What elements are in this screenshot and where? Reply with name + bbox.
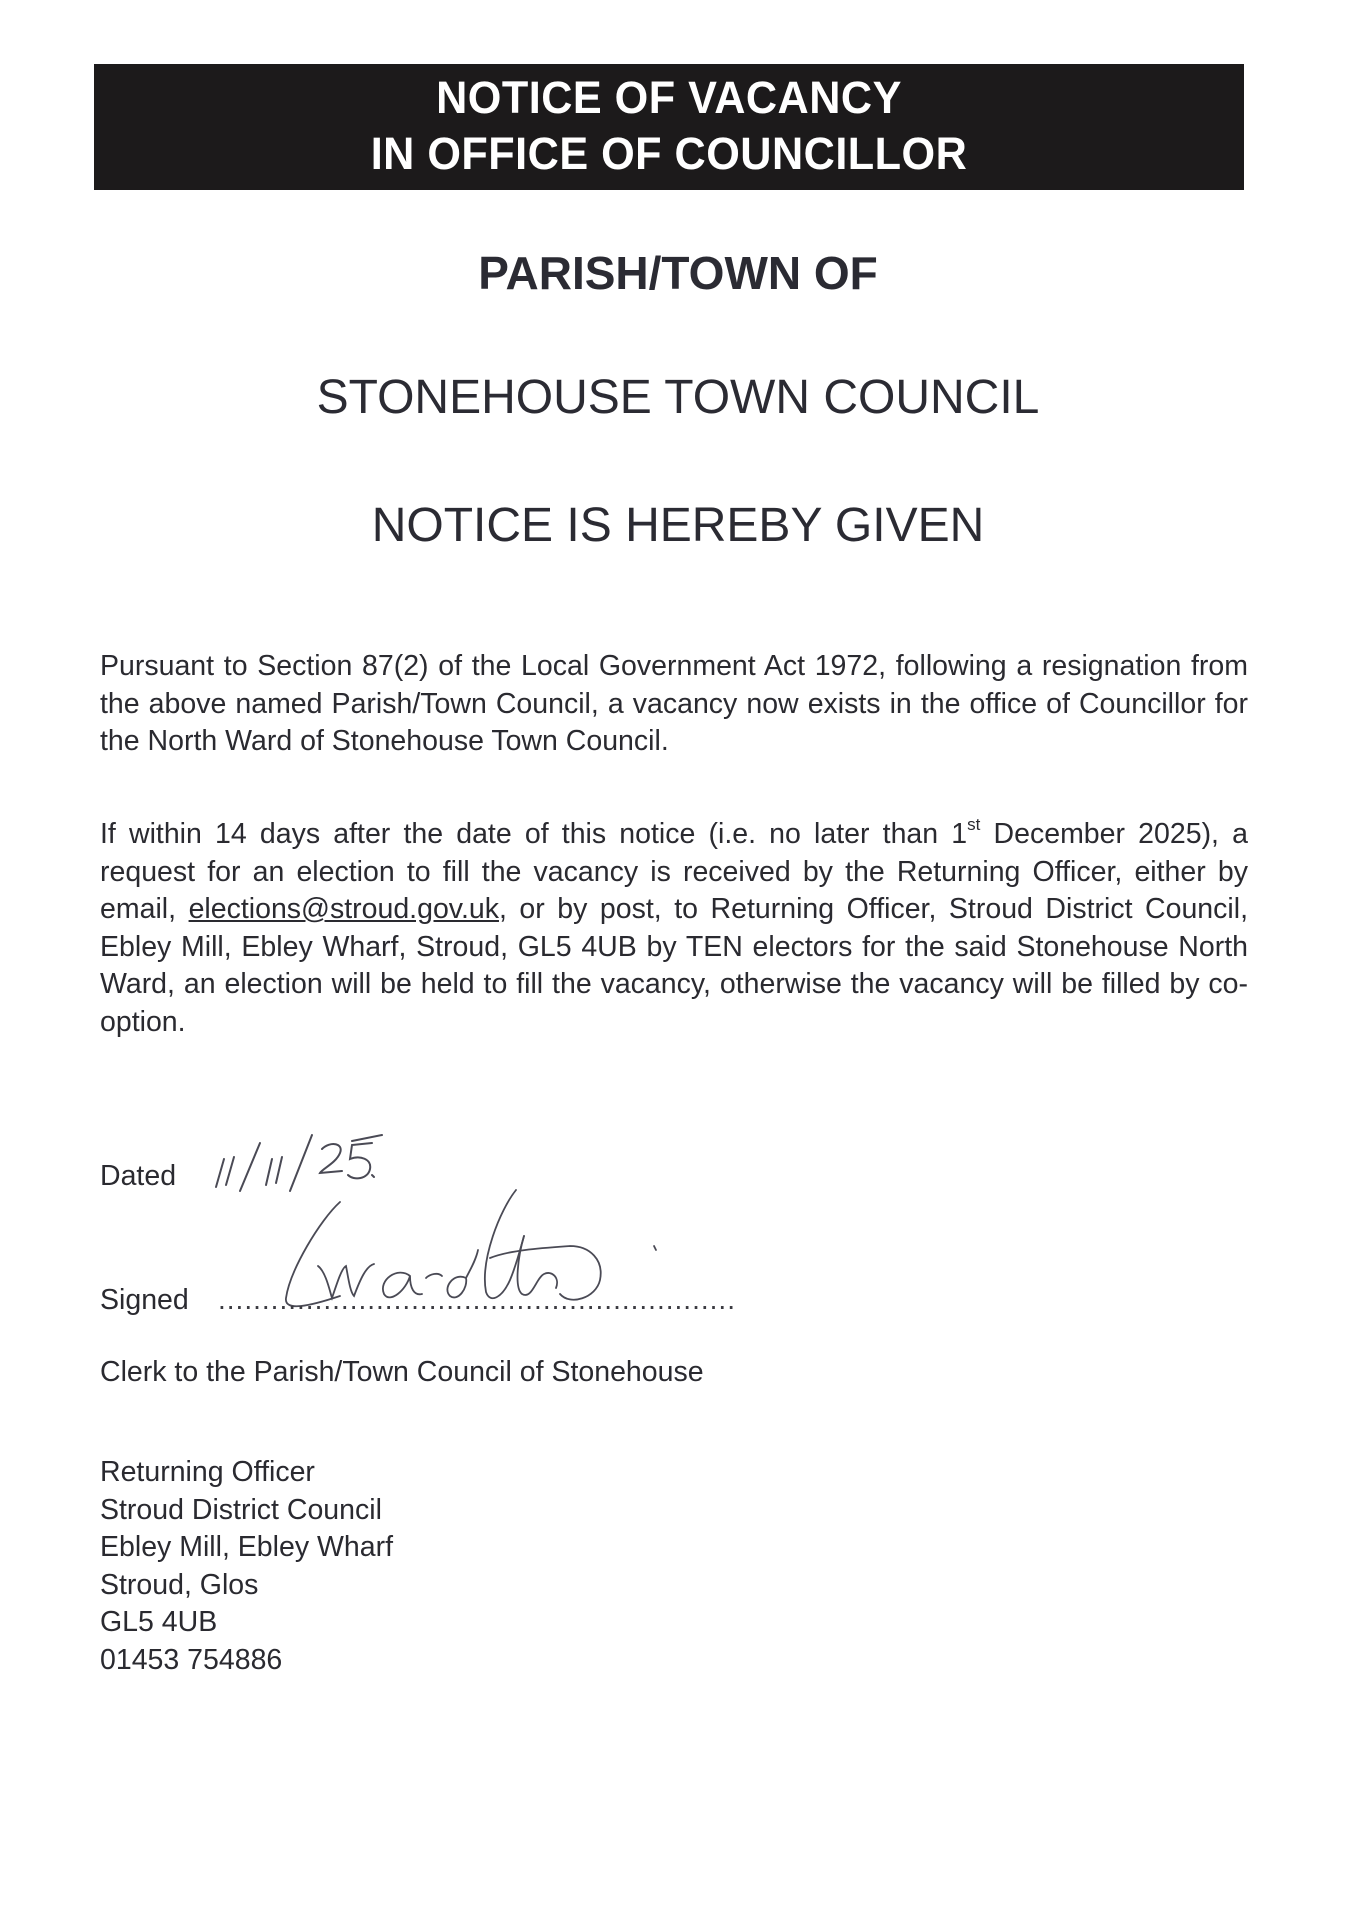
header-line-1: NOTICE OF VACANCY — [436, 72, 902, 123]
clerk-title: Clerk to the Parish/Town Council of Stonehouse — [100, 1356, 704, 1388]
address-line: Stroud District Council — [100, 1493, 382, 1526]
returning-officer-address — [100, 1454, 393, 1679]
council-name: STONEHOUSE TOWN COUNCIL — [316, 371, 1040, 424]
address-line: Stroud, Glos — [100, 1568, 259, 1601]
phone-number: 01453 754886 — [100, 1643, 283, 1676]
header-line-2: IN OFFICE OF COUNCILLOR — [370, 128, 968, 179]
address-line: Ebley Mill, Ebley Wharf — [100, 1531, 394, 1563]
parish-label: PARISH/TOWN OF — [478, 247, 878, 299]
paragraph2-text-1: If within 14 days after the date of this notice (i.e. no later than 1 — [100, 818, 968, 850]
dated-label: Dated — [100, 1160, 177, 1192]
elections-email-link[interactable]: elections@stroud.gov.uk — [188, 893, 499, 925]
paragraph2-text-3: , or by post, to Returning Officer, Stroud District Council, Ebley Mill, Ebley Wharf, Stroud, GL5 4UB by TEN electors for the said Stonehouse North Ward, an election will be held to fill the vacancy, otherwise the vacancy will be filled by co-option. — [100, 893, 1248, 1038]
signed-label: Signed — [100, 1284, 189, 1316]
address-line: GL5 4UB — [100, 1606, 218, 1638]
notice-given-heading: NOTICE IS HEREBY GIVEN — [371, 499, 985, 552]
address-line: Returning Officer — [100, 1456, 315, 1488]
notice-header-banner — [94, 64, 1244, 190]
ordinal-suffix: st — [967, 815, 981, 834]
vacancy-paragraph: Pursuant to Section 87(2) of the Local Government Act 1972, following a resignation from the above named Parish/Town Council, a vacancy now exists in the office of Councillor for the North Ward of Stonehouse Town Council. — [100, 650, 1248, 757]
paragraph2-text-2: December 2025), a request for an election to fill the vacancy is received by the Returning Officer, either by email, — [100, 818, 1248, 925]
signature-dotted-line: ........................................................... — [218, 1284, 736, 1315]
election-request-paragraph — [100, 816, 1248, 1041]
